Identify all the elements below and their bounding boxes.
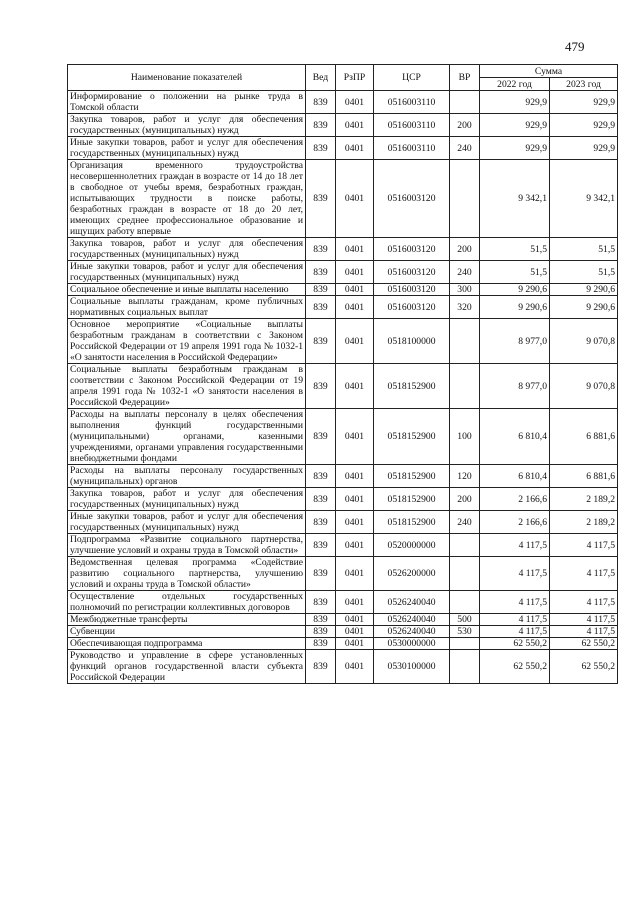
row-vr: 100 xyxy=(450,409,480,465)
row-sum-2023: 51,5 xyxy=(550,261,618,284)
row-csr: 0516003120 xyxy=(374,296,450,319)
row-name: Социальные выплаты безработным гражданам в соответствии с Законом Российской Федерации от 19 апреля 1991 года № 1032-1 «О занятости населения в Российской Федерации» xyxy=(68,364,306,409)
row-vr: 200 xyxy=(450,114,480,137)
row-rzpr: 0401 xyxy=(336,364,374,409)
row-rzpr: 0401 xyxy=(336,409,374,465)
row-name: Информирование о положении на рынке труда в Томской области xyxy=(68,91,306,114)
row-sum-2022: 8 977,0 xyxy=(480,319,550,364)
header-sum: Сумма xyxy=(480,65,618,78)
header-rzpr: РзПР xyxy=(336,65,374,91)
row-csr: 0526240040 xyxy=(374,614,450,626)
row-sum-2022: 51,5 xyxy=(480,261,550,284)
row-rzpr: 0401 xyxy=(336,626,374,638)
row-ved: 839 xyxy=(306,511,336,534)
row-sum-2022: 4 117,5 xyxy=(480,626,550,638)
row-rzpr: 0401 xyxy=(336,296,374,319)
row-sum-2022: 6 810,4 xyxy=(480,465,550,488)
row-csr: 0518152900 xyxy=(374,511,450,534)
row-sum-2022: 929,9 xyxy=(480,91,550,114)
row-sum-2023: 4 117,5 xyxy=(550,614,618,626)
row-rzpr: 0401 xyxy=(336,465,374,488)
table-row xyxy=(68,511,618,534)
row-ved: 839 xyxy=(306,319,336,364)
row-name: Межбюджетные трансферты xyxy=(68,614,306,626)
row-ved: 839 xyxy=(306,137,336,160)
row-sum-2022: 9 290,6 xyxy=(480,284,550,296)
row-name: Закупка товаров, работ и услуг для обеспечения государственных (муниципальных) нужд xyxy=(68,114,306,137)
row-vr: 240 xyxy=(450,137,480,160)
table-row xyxy=(68,488,618,511)
row-rzpr: 0401 xyxy=(336,511,374,534)
table-row xyxy=(68,296,618,319)
row-sum-2022: 6 810,4 xyxy=(480,409,550,465)
row-sum-2022: 8 977,0 xyxy=(480,364,550,409)
row-vr xyxy=(450,638,480,650)
row-name: Основное мероприятие «Социальные выплаты безработным гражданам в соответствии с Законом Российской Федерации от 19 апреля 1991 года № 1032-1 «О занятости населения в Российской Федерации» xyxy=(68,319,306,364)
row-csr: 0530100000 xyxy=(374,650,450,684)
row-sum-2023: 2 189,2 xyxy=(550,488,618,511)
header-vr: ВР xyxy=(450,65,480,91)
row-sum-2022: 9 290,6 xyxy=(480,296,550,319)
row-sum-2023: 9 342,1 xyxy=(550,160,618,238)
row-sum-2022: 4 117,5 xyxy=(480,591,550,614)
row-sum-2023: 62 550,2 xyxy=(550,638,618,650)
row-csr: 0518152900 xyxy=(374,409,450,465)
table-row xyxy=(68,238,618,261)
table-row xyxy=(68,319,618,364)
row-name: Подпрограмма «Развитие социального партнерства, улучшение условий и охраны труда в Томской области» xyxy=(68,534,306,557)
row-rzpr: 0401 xyxy=(336,638,374,650)
row-sum-2022: 929,9 xyxy=(480,114,550,137)
row-sum-2022: 2 166,6 xyxy=(480,511,550,534)
row-name: Осуществление отдельных государственных полномочий по регистрации коллективных договоров xyxy=(68,591,306,614)
header-csr: ЦСР xyxy=(374,65,450,91)
row-vr: 240 xyxy=(450,511,480,534)
page-number: 479 xyxy=(565,39,585,54)
row-csr: 0516003110 xyxy=(374,137,450,160)
row-rzpr: 0401 xyxy=(336,261,374,284)
row-vr xyxy=(450,557,480,591)
row-rzpr: 0401 xyxy=(336,591,374,614)
row-csr: 0516003120 xyxy=(374,160,450,238)
row-ved: 839 xyxy=(306,626,336,638)
row-csr: 0530000000 xyxy=(374,638,450,650)
row-name: Ведомственная целевая программа «Содействие развитию социального партнерства, улучшению условий и охраны труда в Томской области» xyxy=(68,557,306,591)
row-ved: 839 xyxy=(306,160,336,238)
row-csr: 0516003120 xyxy=(374,261,450,284)
table-row xyxy=(68,409,618,465)
table-row xyxy=(68,465,618,488)
row-sum-2023: 929,9 xyxy=(550,114,618,137)
row-vr xyxy=(450,319,480,364)
row-name: Иные закупки товаров, работ и услуг для обеспечения государственных (муниципальных) нужд xyxy=(68,511,306,534)
row-sum-2022: 2 166,6 xyxy=(480,488,550,511)
row-sum-2023: 929,9 xyxy=(550,91,618,114)
row-name: Иные закупки товаров, работ и услуг для обеспечения государственных (муниципальных) нужд xyxy=(68,137,306,160)
row-rzpr: 0401 xyxy=(336,284,374,296)
row-ved: 839 xyxy=(306,465,336,488)
row-vr: 320 xyxy=(450,296,480,319)
table-row xyxy=(68,638,618,650)
row-vr xyxy=(450,591,480,614)
row-csr: 0518152900 xyxy=(374,465,450,488)
row-csr: 0526240040 xyxy=(374,591,450,614)
row-vr: 200 xyxy=(450,488,480,511)
row-ved: 839 xyxy=(306,614,336,626)
row-sum-2023: 4 117,5 xyxy=(550,557,618,591)
row-name: Закупка товаров, работ и услуг для обеспечения государственных (муниципальных) нужд xyxy=(68,488,306,511)
table-row xyxy=(68,160,618,238)
row-name: Иные закупки товаров, работ и услуг для обеспечения государственных (муниципальных) нужд xyxy=(68,261,306,284)
row-sum-2022: 4 117,5 xyxy=(480,534,550,557)
row-vr xyxy=(450,364,480,409)
table-body xyxy=(68,91,618,684)
table-row xyxy=(68,261,618,284)
row-ved: 839 xyxy=(306,114,336,137)
row-ved: 839 xyxy=(306,238,336,261)
row-rzpr: 0401 xyxy=(336,534,374,557)
row-csr: 0516003120 xyxy=(374,284,450,296)
table-row xyxy=(68,650,618,684)
row-vr: 300 xyxy=(450,284,480,296)
row-sum-2022: 4 117,5 xyxy=(480,557,550,591)
row-sum-2023: 4 117,5 xyxy=(550,591,618,614)
row-rzpr: 0401 xyxy=(336,114,374,137)
row-vr: 120 xyxy=(450,465,480,488)
row-ved: 839 xyxy=(306,409,336,465)
row-rzpr: 0401 xyxy=(336,137,374,160)
row-sum-2023: 9 070,8 xyxy=(550,364,618,409)
row-sum-2022: 62 550,2 xyxy=(480,650,550,684)
row-name: Организация временного трудоустройства несовершеннолетних граждан в возрасте от 14 до 18 лет в свободное от учебы время, безработных граждан, испытывающих трудности в поиске работы, безработных граждан в возрасте от 18 до 20 лет, имеющих среднее профессиональное образование и ищущих работу впервые xyxy=(68,160,306,238)
header-year-2023: 2023 год xyxy=(550,78,618,91)
row-ved: 839 xyxy=(306,261,336,284)
row-sum-2023: 6 881,6 xyxy=(550,409,618,465)
row-name: Закупка товаров, работ и услуг для обеспечения государственных (муниципальных) нужд xyxy=(68,238,306,261)
row-csr: 0520000000 xyxy=(374,534,450,557)
row-ved: 839 xyxy=(306,364,336,409)
row-csr: 0526200000 xyxy=(374,557,450,591)
row-rzpr: 0401 xyxy=(336,650,374,684)
header-name: Наименование показателей xyxy=(68,65,306,91)
table-row xyxy=(68,614,618,626)
row-sum-2022: 4 117,5 xyxy=(480,614,550,626)
row-name: Обеспечивающая подпрограмма xyxy=(68,638,306,650)
table-header xyxy=(68,65,618,91)
table-row xyxy=(68,91,618,114)
row-rzpr: 0401 xyxy=(336,238,374,261)
row-vr xyxy=(450,534,480,557)
row-csr: 0518152900 xyxy=(374,364,450,409)
row-ved: 839 xyxy=(306,534,336,557)
row-csr: 0516003110 xyxy=(374,114,450,137)
row-sum-2023: 9 290,6 xyxy=(550,296,618,319)
row-rzpr: 0401 xyxy=(336,614,374,626)
row-ved: 839 xyxy=(306,284,336,296)
row-vr: 200 xyxy=(450,238,480,261)
row-vr: 240 xyxy=(450,261,480,284)
row-name: Руководство и управление в сфере установленных функций органов государственной власти субъекта Российской Федерации xyxy=(68,650,306,684)
row-sum-2023: 6 881,6 xyxy=(550,465,618,488)
row-sum-2022: 9 342,1 xyxy=(480,160,550,238)
row-vr xyxy=(450,91,480,114)
row-sum-2023: 9 290,6 xyxy=(550,284,618,296)
row-vr: 530 xyxy=(450,626,480,638)
row-sum-2023: 51,5 xyxy=(550,238,618,261)
row-name: Социальные выплаты гражданам, кроме публичных нормативных социальных выплат xyxy=(68,296,306,319)
row-csr: 0516003110 xyxy=(374,91,450,114)
row-sum-2023: 929,9 xyxy=(550,137,618,160)
row-rzpr: 0401 xyxy=(336,319,374,364)
table-row xyxy=(68,557,618,591)
row-sum-2023: 4 117,5 xyxy=(550,534,618,557)
row-ved: 839 xyxy=(306,91,336,114)
row-csr: 0526240040 xyxy=(374,626,450,638)
budget-table xyxy=(67,64,618,684)
table-row xyxy=(68,626,618,638)
row-vr xyxy=(450,160,480,238)
row-csr: 0516003120 xyxy=(374,238,450,261)
row-rzpr: 0401 xyxy=(336,91,374,114)
row-ved: 839 xyxy=(306,557,336,591)
row-name: Субвенции xyxy=(68,626,306,638)
table-row xyxy=(68,591,618,614)
row-ved: 839 xyxy=(306,591,336,614)
row-rzpr: 0401 xyxy=(336,557,374,591)
table-row xyxy=(68,284,618,296)
row-sum-2022: 51,5 xyxy=(480,238,550,261)
row-csr: 0518152900 xyxy=(374,488,450,511)
row-sum-2022: 929,9 xyxy=(480,137,550,160)
table-row xyxy=(68,534,618,557)
header-year-2022: 2022 год xyxy=(480,78,550,91)
row-ved: 839 xyxy=(306,488,336,511)
row-rzpr: 0401 xyxy=(336,488,374,511)
row-vr: 500 xyxy=(450,614,480,626)
row-sum-2022: 62 550,2 xyxy=(480,638,550,650)
row-name: Социальное обеспечение и иные выплаты населению xyxy=(68,284,306,296)
row-ved: 839 xyxy=(306,650,336,684)
row-ved: 839 xyxy=(306,296,336,319)
row-sum-2023: 9 070,8 xyxy=(550,319,618,364)
table-row xyxy=(68,114,618,137)
header-ved: Вед xyxy=(306,65,336,91)
row-sum-2023: 62 550,2 xyxy=(550,650,618,684)
row-sum-2023: 2 189,2 xyxy=(550,511,618,534)
row-name: Расходы на выплаты персоналу государственных (муниципальных) органов xyxy=(68,465,306,488)
table-row xyxy=(68,364,618,409)
row-name: Расходы на выплаты персоналу в целях обеспечения выполнения функций государственными (муниципальными) органами, казенными учреждениями, органами управления государственными внебюджетными фондами xyxy=(68,409,306,465)
row-csr: 0518100000 xyxy=(374,319,450,364)
row-ved: 839 xyxy=(306,638,336,650)
table-row xyxy=(68,137,618,160)
row-sum-2023: 4 117,5 xyxy=(550,626,618,638)
row-vr xyxy=(450,650,480,684)
row-rzpr: 0401 xyxy=(336,160,374,238)
